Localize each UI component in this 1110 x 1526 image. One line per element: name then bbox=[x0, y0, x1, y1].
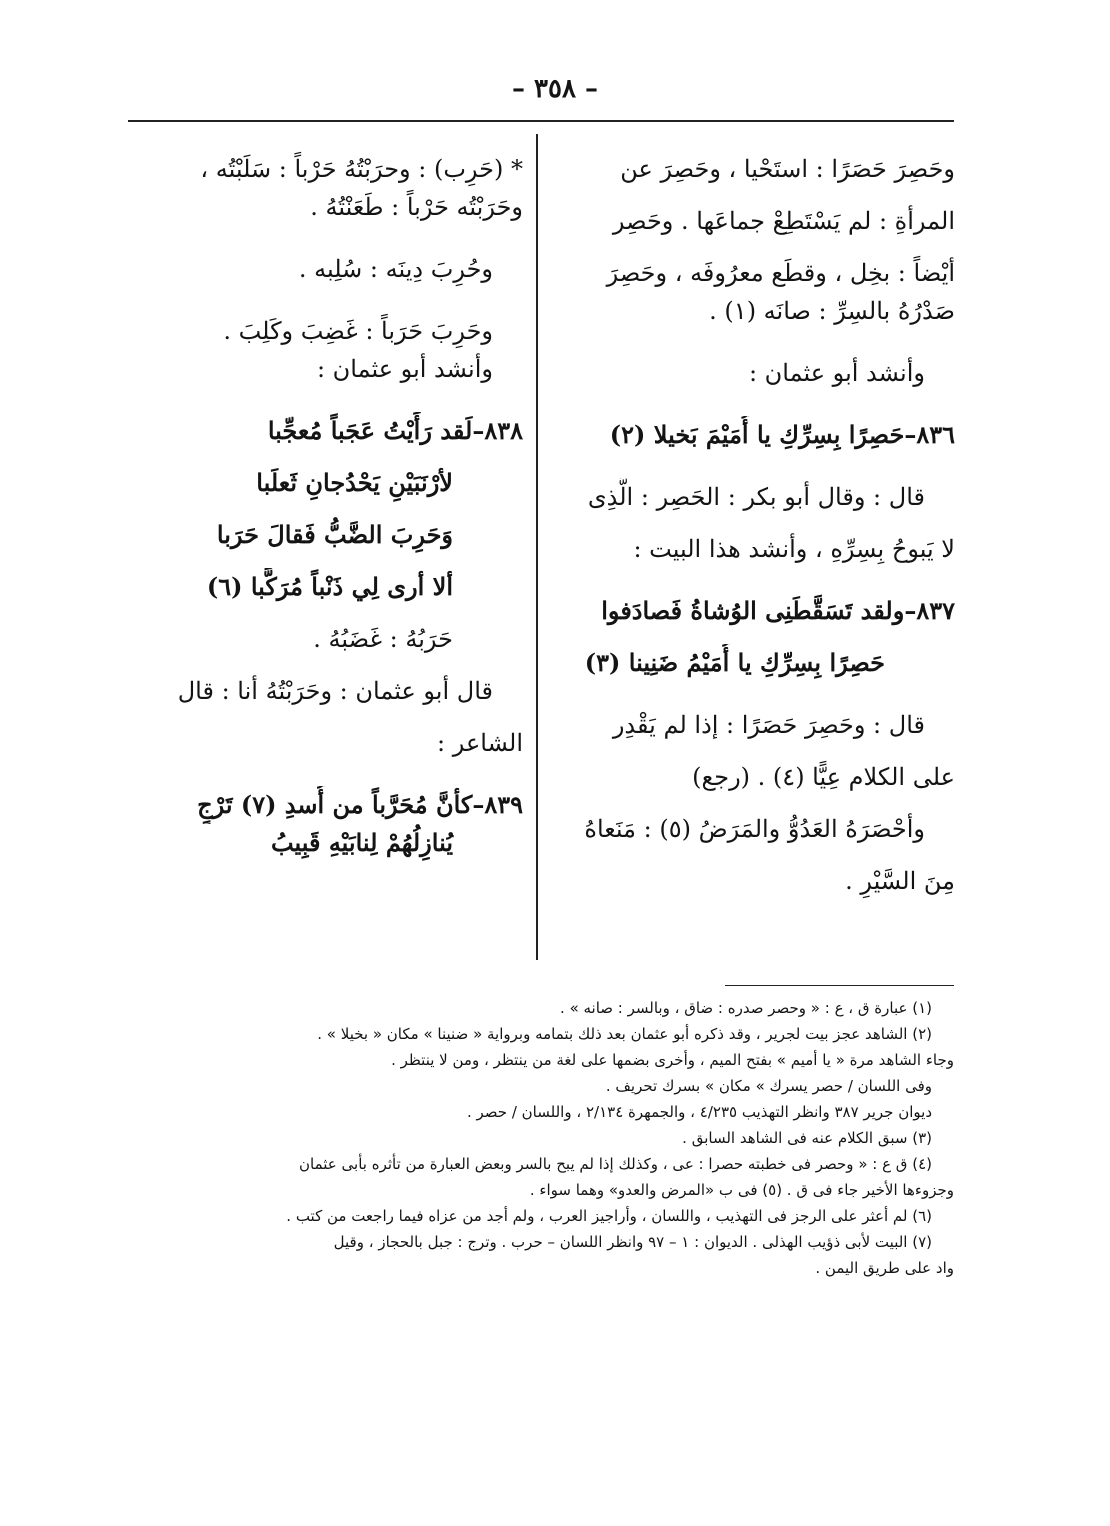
text-line: وحَصِرَ حَصَرًا : استَحْيا ، وحَصِرَ عن bbox=[620, 155, 955, 183]
verse-line: ٨٣٦–حَصِرًا بِسِرِّكِ يا أُمَيْمَ بَخيلا (٢) bbox=[609, 420, 955, 449]
footnote: واد على طريق اليمن . bbox=[815, 1259, 954, 1277]
verse-line: وَحَرِبَ الضَّبُّ فَقالَ حَرَبا bbox=[216, 520, 453, 549]
text-line: وأنشد أبو عثمان : bbox=[748, 359, 925, 387]
text-line: وأنشد أبو عثمان : bbox=[316, 355, 493, 383]
text-line: قال : وقال أبو بكر : الحَصِر : الَّذِى bbox=[587, 483, 925, 511]
footnote: وفى اللسان / حصر يسرك » مكان » بسرك تحريف . bbox=[605, 1077, 932, 1095]
text-line: لا يَبوحُ بِسِرِّهِ ، وأنشد هذا البيت : bbox=[633, 535, 955, 563]
right-column bbox=[555, 150, 955, 900]
footnote: ديوان جرير ٣٨٧ وانظر التهذيب ٤/٢٣٥ ، والجمهرة ٢/١٣٤ ، واللسان / حصر . bbox=[466, 1103, 932, 1121]
text-line: وأحْصَرَهُ العَدُوُّ والمَرَضُ (٥) : مَنَعاهُ bbox=[584, 815, 925, 843]
footnote: (٢) الشاهد عجز بيت لجرير ، وقد ذكره أبو عثمان بعد ذلك بتمامه وبرواية « ضنينا » مكان « بخيلا » . bbox=[317, 1025, 932, 1043]
text-line: المرأةِ : لم يَسْتَطِعْ جماعَها . وحَصِر bbox=[612, 207, 955, 235]
verse-line: يُنازِلُهُمْ لِنابَيْهِ قَبِيبُ bbox=[270, 828, 453, 857]
footnote: وجزوءها الأخير جاء فى ق . (٥) فى ب «المرض والعدو» وهما سواء . bbox=[529, 1181, 954, 1199]
footnote: (٣) سبق الكلام عنه فى الشاهد السابق . bbox=[682, 1129, 932, 1147]
text-line: وحَرَبْتُه حَرْباً : طَعَنْتُهُ . bbox=[310, 193, 523, 221]
text-line: صَدْرُهُ بالسِرِّ : صانَه (١) . bbox=[709, 297, 955, 325]
text-line: الشاعر : bbox=[437, 729, 523, 757]
text-line: على الكلام عِيًّا (٤) . (رجع) bbox=[692, 763, 955, 791]
verse-line: ٨٣٩–كأنَّ مُحَرَّباً من أُسدِ (٧) تَرْجٍ bbox=[197, 790, 523, 819]
verse-line: ٨٣٧–ولقد تَسَقَّطَنِى الوُشاةُ فَصادَفوا bbox=[601, 596, 955, 625]
footnote-rule bbox=[725, 985, 954, 986]
verse-line: ٨٣٨–لَقد رَأَيْتُ عَجَباً مُعجِّبا bbox=[267, 416, 523, 445]
text-line: وحُرِبَ دِينَه : سُلِبه . bbox=[298, 255, 493, 283]
verse-line: حَصِرًا بِسِرِّكِ يا أُمَيْمُ ضَنِينا (٣) bbox=[584, 648, 885, 677]
text-line: * (حَرِب) : وحرَبْتُهُ حَرْباً : سَلَبْتُه ، bbox=[200, 155, 523, 183]
header-rule bbox=[128, 120, 954, 122]
verse-line: لأرْنَبَيْنِ يَحْدُجانِ ثَعلَبا bbox=[256, 468, 453, 497]
footnote: (٤) ق ع : « وحصر فى خطبته حصرا : عى ، وكذلك إذا لم يبح بالسر وبعض العبارة من تأثره بأبى عثمان bbox=[299, 1155, 932, 1173]
text-line: وحَرِبَ حَرَباً : غَضِبَ وكَلِبَ . bbox=[223, 317, 493, 345]
text-line: قال أبو عثمان : وحَرَبْتُهُ أنا : قال bbox=[177, 677, 493, 705]
page-number: – ٣٥٨ – bbox=[511, 74, 599, 104]
text-line: مِنَ السَّيْرِ . bbox=[845, 867, 955, 895]
footnote: (١) عبارة ق ، ع : « وحصر صدره : ضاق ، وبالسر : صانه » . bbox=[560, 999, 932, 1017]
verse-line: ألا أرى لِي ذَنْباً مُرَكَّبا (٦) bbox=[206, 572, 453, 601]
footnote: وجاء الشاهد مرة « يا أميم » بفتح الميم ، وأخرى بضمها على لغة من ينتظر ، ومن لا ينتظر . bbox=[391, 1051, 954, 1069]
footnotes bbox=[128, 995, 954, 1281]
footnote: (٦) لم أعثر على الرجز فى التهذيب ، واللسان ، وأراجيز العرب ، ولم أجد من عزاه فيما راجعت من كتب . bbox=[286, 1207, 932, 1225]
text-line: حَرَبُهُ : غَضَبُهُ . bbox=[313, 625, 453, 653]
column-divider bbox=[536, 134, 538, 960]
left-column bbox=[128, 150, 523, 862]
text-line: أيْضاً : بخِل ، وقطَع معرُوفَه ، وحَصِرَ bbox=[606, 259, 955, 287]
text-line: قال : وحَصِرَ حَصَرًا : إذا لم يَقْدِر bbox=[612, 711, 925, 739]
footnote: (٧) البيت لأبى ذؤيب الهذلى . الديوان : ١ – ٩٧ وانظر اللسان – حرب . وترج : جبل بالحجاز ، وقيل bbox=[333, 1233, 932, 1251]
